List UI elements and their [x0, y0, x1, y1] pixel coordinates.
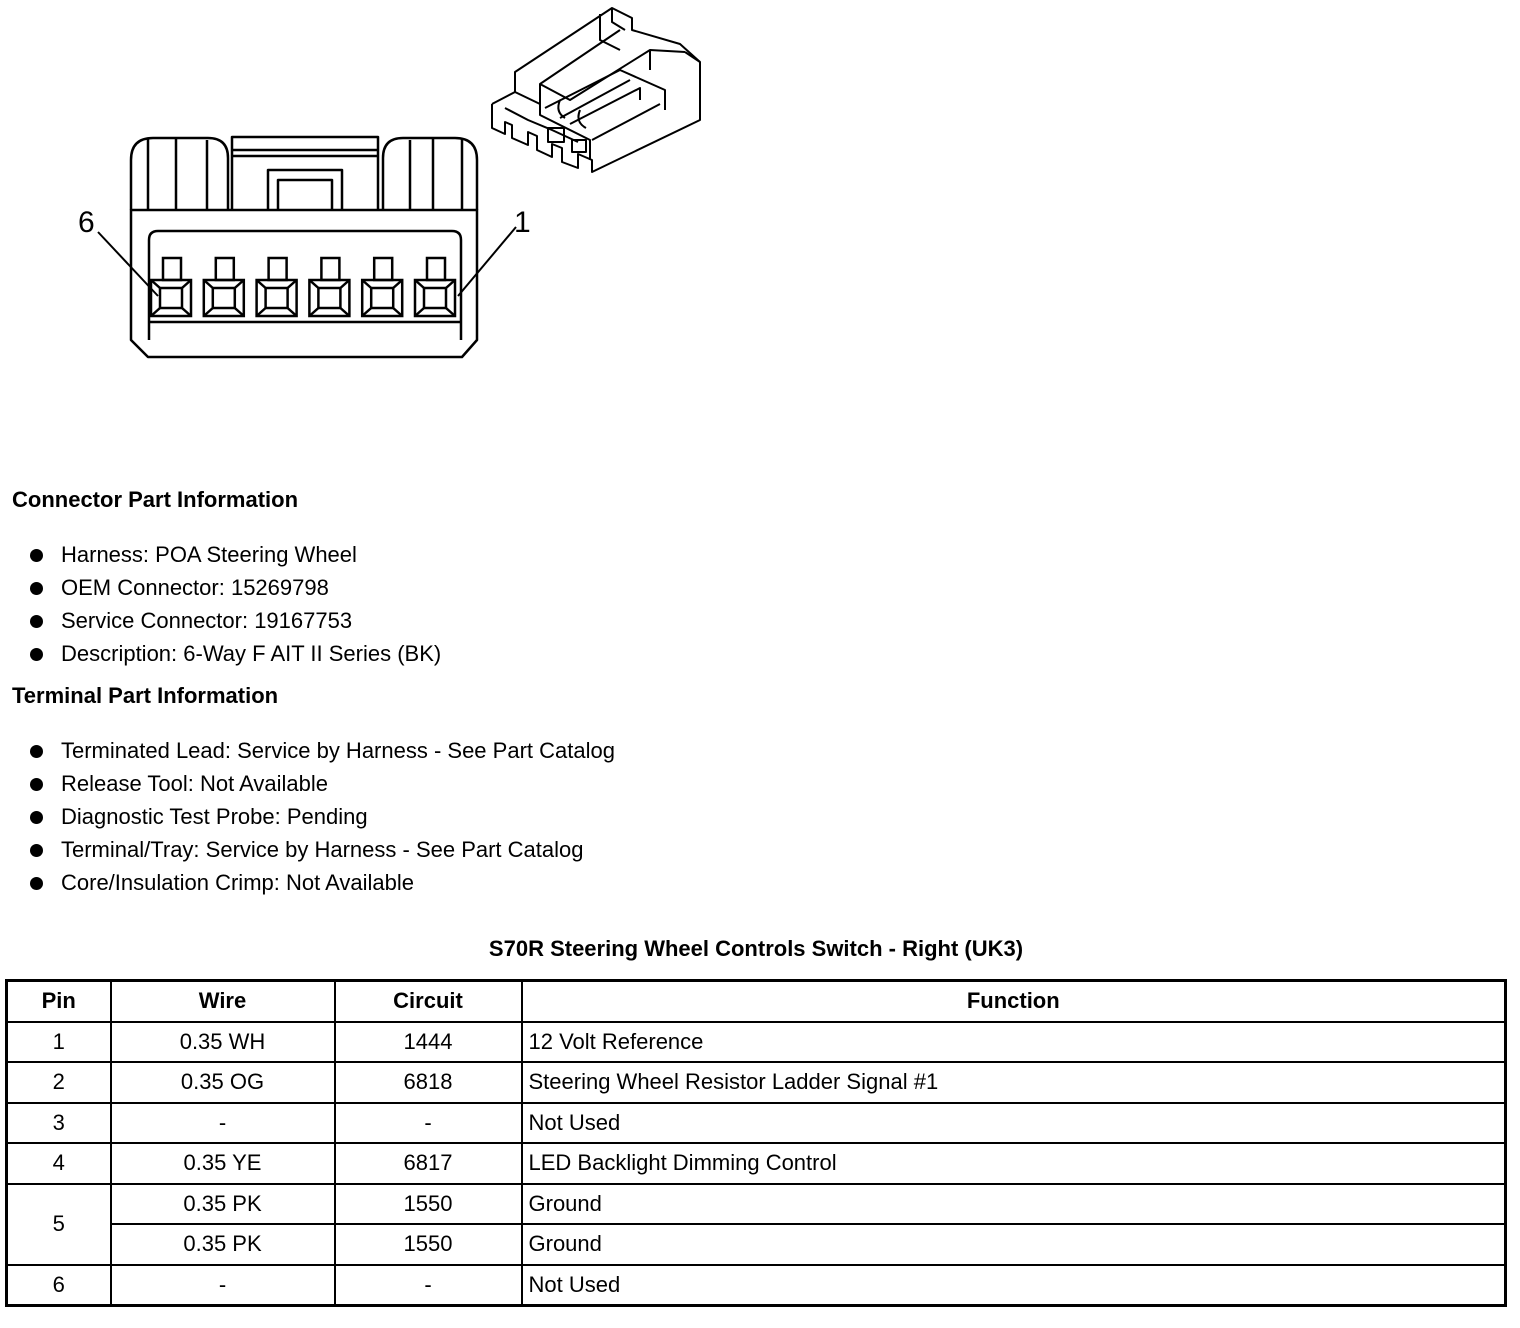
table-row: [7, 1143, 1506, 1184]
header-pin: Pin: [7, 981, 111, 1022]
table-title: S70R Steering Wheel Controls Switch - Right (UK3): [488, 936, 1024, 961]
cell-function: Not Used: [522, 1265, 1506, 1306]
cell-function: LED Backlight Dimming Control: [522, 1143, 1506, 1184]
terminal-cavity: [309, 258, 349, 316]
table-row: [7, 1022, 1506, 1063]
cell-pin: 3: [7, 1103, 111, 1144]
table-row: [7, 1224, 1506, 1265]
cell-circuit: -: [335, 1265, 522, 1306]
cell-wire: 0.35 YE: [111, 1143, 335, 1184]
cell-circuit: -: [335, 1103, 522, 1144]
table-row: [7, 1184, 1506, 1225]
list-item: Service Connector: 19167753: [28, 604, 441, 637]
cell-circuit: 1550: [335, 1224, 522, 1265]
list-item: Release Tool: Not Available: [28, 767, 615, 800]
cell-circuit: 1444: [335, 1022, 522, 1063]
cell-pin: 5: [7, 1184, 111, 1265]
cell-function: Steering Wheel Resistor Ladder Signal #1: [522, 1062, 1506, 1103]
connector-part-info-list: [28, 538, 441, 670]
terminal-part-info-list: [28, 734, 615, 899]
cell-function: Ground: [522, 1224, 1506, 1265]
cell-circuit: 6818: [335, 1062, 522, 1103]
list-item: Core/Insulation Crimp: Not Available: [28, 866, 615, 899]
cell-wire: -: [111, 1265, 335, 1306]
cell-circuit: 1550: [335, 1184, 522, 1225]
list-item: Terminated Lead: Service by Harness - See Part Catalog: [28, 734, 615, 767]
terminal-cavity: [257, 258, 297, 316]
terminal-part-info-heading: Terminal Part Information: [12, 683, 279, 708]
cell-wire: 0.35 PK: [111, 1224, 335, 1265]
header-wire: Wire: [111, 981, 335, 1022]
cell-wire: 0.35 PK: [111, 1184, 335, 1225]
header-circuit: Circuit: [335, 981, 522, 1022]
cell-function: Not Used: [522, 1103, 1506, 1144]
terminal-cavity: [151, 258, 191, 316]
connector-diagram: [0, 0, 760, 380]
table-header-row: [7, 981, 1506, 1022]
connector-isometric-view: [492, 8, 700, 172]
cell-pin: 1: [7, 1022, 111, 1063]
cell-wire: 0.35 WH: [111, 1022, 335, 1063]
header-function: Function: [522, 981, 1506, 1022]
cell-wire: 0.35 OG: [111, 1062, 335, 1103]
list-item: Description: 6-Way F AIT II Series (BK): [28, 637, 441, 670]
cell-function: Ground: [522, 1184, 1506, 1225]
list-item: Harness: POA Steering Wheel: [28, 538, 441, 571]
table-row: [7, 1062, 1506, 1103]
cell-pin: 4: [7, 1143, 111, 1184]
connector-part-info-heading: Connector Part Information: [12, 487, 299, 512]
table-row: [7, 1265, 1506, 1306]
list-item: OEM Connector: 15269798: [28, 571, 441, 604]
terminal-cavity: [204, 258, 244, 316]
cell-circuit: 6817: [335, 1143, 522, 1184]
terminal-cavity: [362, 258, 402, 316]
pin-1-label: 1: [514, 206, 531, 239]
table-row: [7, 1103, 1506, 1144]
list-item: Terminal/Tray: Service by Harness - See Part Catalog: [28, 833, 615, 866]
terminal-cavity: [415, 258, 455, 316]
cell-function: 12 Volt Reference: [522, 1022, 1506, 1063]
pin-6-label: 6: [78, 206, 95, 239]
cell-pin: 6: [7, 1265, 111, 1306]
cell-pin: 2: [7, 1062, 111, 1103]
pinout-table: [5, 979, 1507, 1307]
cell-wire: -: [111, 1103, 335, 1144]
list-item: Diagnostic Test Probe: Pending: [28, 800, 615, 833]
